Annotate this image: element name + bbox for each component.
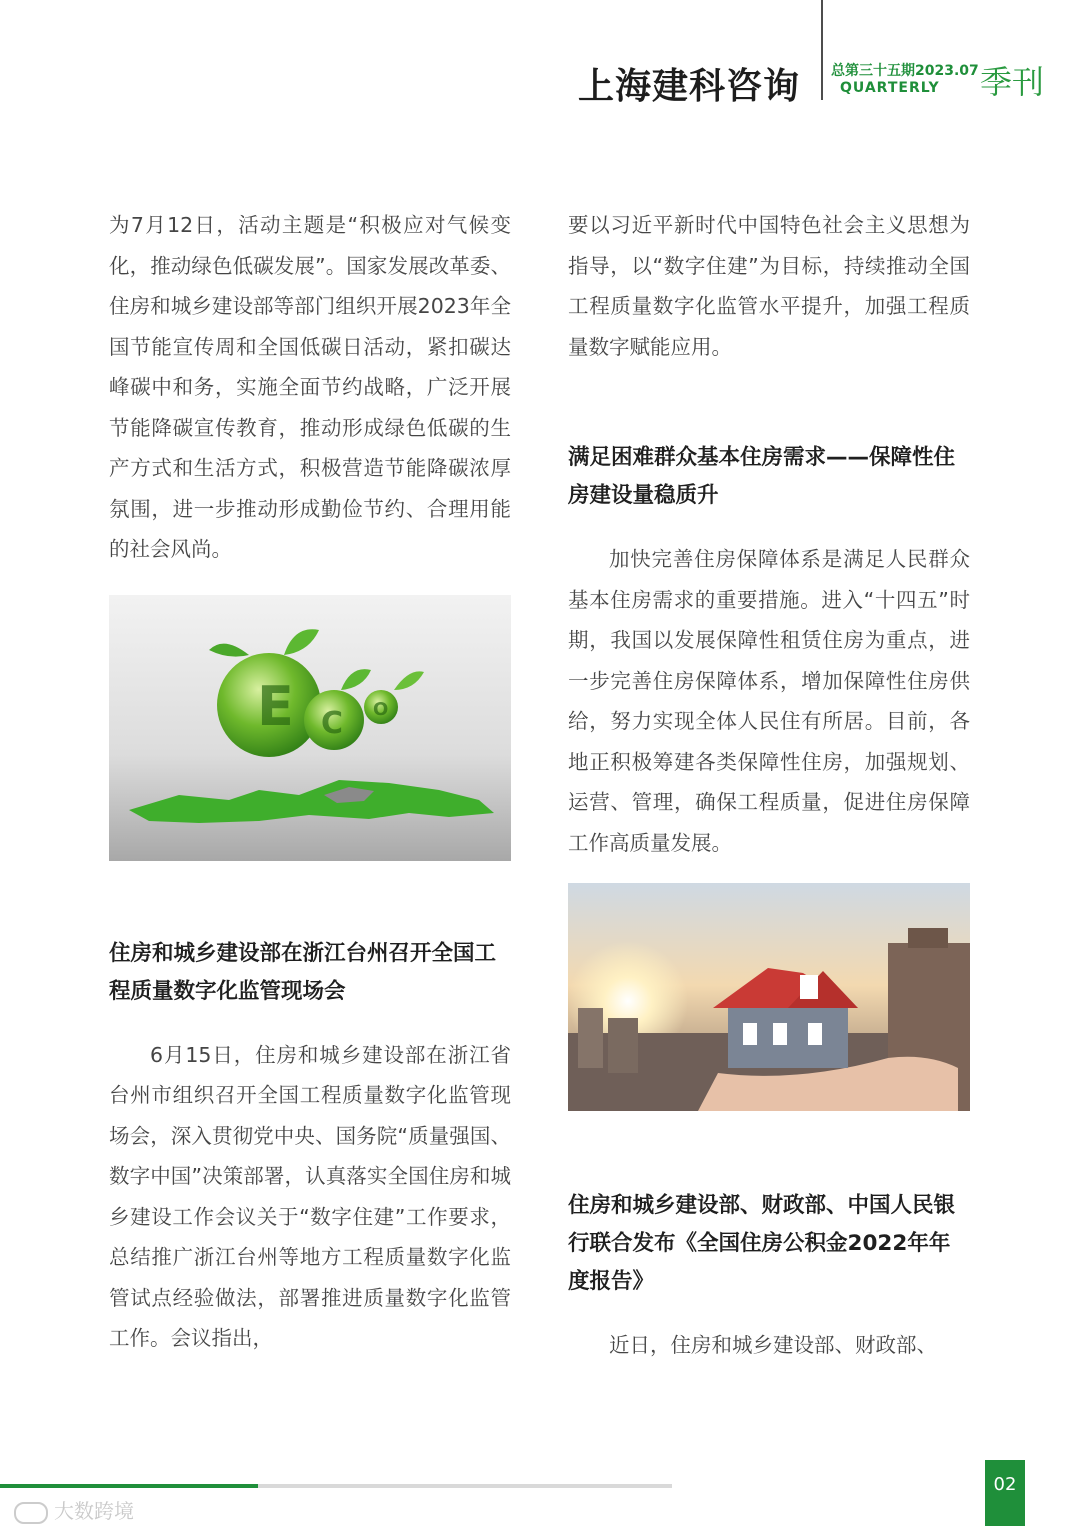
quarterly-label-en: QUARTERLY xyxy=(840,80,940,96)
svg-text:C: C xyxy=(321,705,344,741)
svg-text:E: E xyxy=(257,674,294,738)
section2-paragraph: 6月15日，住房和城乡建设部在浙江省台州市组织召开全国工程质量数字化监管现场会，深入贯彻党中央、国务院“质量强国、数字中国”决策部署，认真落实全国住房和城乡建设工作会议关于“数字住建”工作要求，总结推广浙江台州等地方工程质量数字化监管试点经验做法，部署推进质量数字化监管工作。会议指出， xyxy=(109,1042,511,1350)
house-in-hand-image xyxy=(568,883,970,1111)
quarterly-label-cn: 季刊 xyxy=(980,63,1045,101)
header-divider xyxy=(821,0,823,100)
watermark-text: 大数跨境 xyxy=(54,1499,134,1523)
magazine-title: 上海建科咨询 xyxy=(578,66,801,107)
page-number: 02 xyxy=(985,1460,1025,1526)
continuation-paragraph: 要以习近平新时代中国特色社会主义思想为指导，以“数字住建”为目标，持续推动全国工程质量数字化监管水平提升，加强工程质量数字赋能应用。 xyxy=(568,213,970,359)
footer-gray-line xyxy=(258,1484,672,1488)
footer-accent-line xyxy=(0,1484,258,1488)
right-column xyxy=(568,205,970,1366)
section3-heading: 满足困难群众基本住房需求——保障性住房建设量稳质升 xyxy=(568,445,956,508)
section2-heading: 住房和城乡建设部在浙江台州召开全国工程质量数字化监管现场会 xyxy=(109,940,497,1004)
watermark xyxy=(14,1495,134,1524)
svg-text:O: O xyxy=(373,698,389,720)
section4-paragraph: 近日，住房和城乡建设部、财政部、 xyxy=(609,1333,937,1357)
eco-globe-image xyxy=(109,595,511,861)
issue-number: 总第三十五期2023.07 xyxy=(831,63,979,79)
watermark-logo-icon xyxy=(14,1502,48,1524)
intro-paragraph: 为7月12日，活动主题是“积极应对气候变化，推动绿色低碳发展”。国家发展改革委、住房和城乡建设部等部门组织开展2023年全国节能宣传周和全国低碳日活动，紧扣碳达峰碳中和务，实施全面节约战略，广泛开展节能降碳宣传教育，推动形成绿色低碳的生产方式和生活方式，积极营造节能降碳浓厚氛围，进一步推动形成勤俭节约、合理用能的社会风尚。 xyxy=(109,213,511,561)
left-column xyxy=(109,205,511,1359)
section3-paragraph: 加快完善住房保障体系是满足人民群众基本住房需求的重要措施。进入“十四五”时期，我国以发展保障性租赁住房为重点，进一步完善住房保障体系，增加保障性住房供给，努力实现全体人民住有所居。目前，各地正积极筹建各类保障性住房，加强规划、运营、管理，确保工程质量，促进住房保障工作高质量发展。 xyxy=(568,547,970,855)
section4-heading: 住房和城乡建设部、财政部、中国人民银行联合发布《全国住房公积金2022年年度报告》 xyxy=(568,1193,956,1294)
